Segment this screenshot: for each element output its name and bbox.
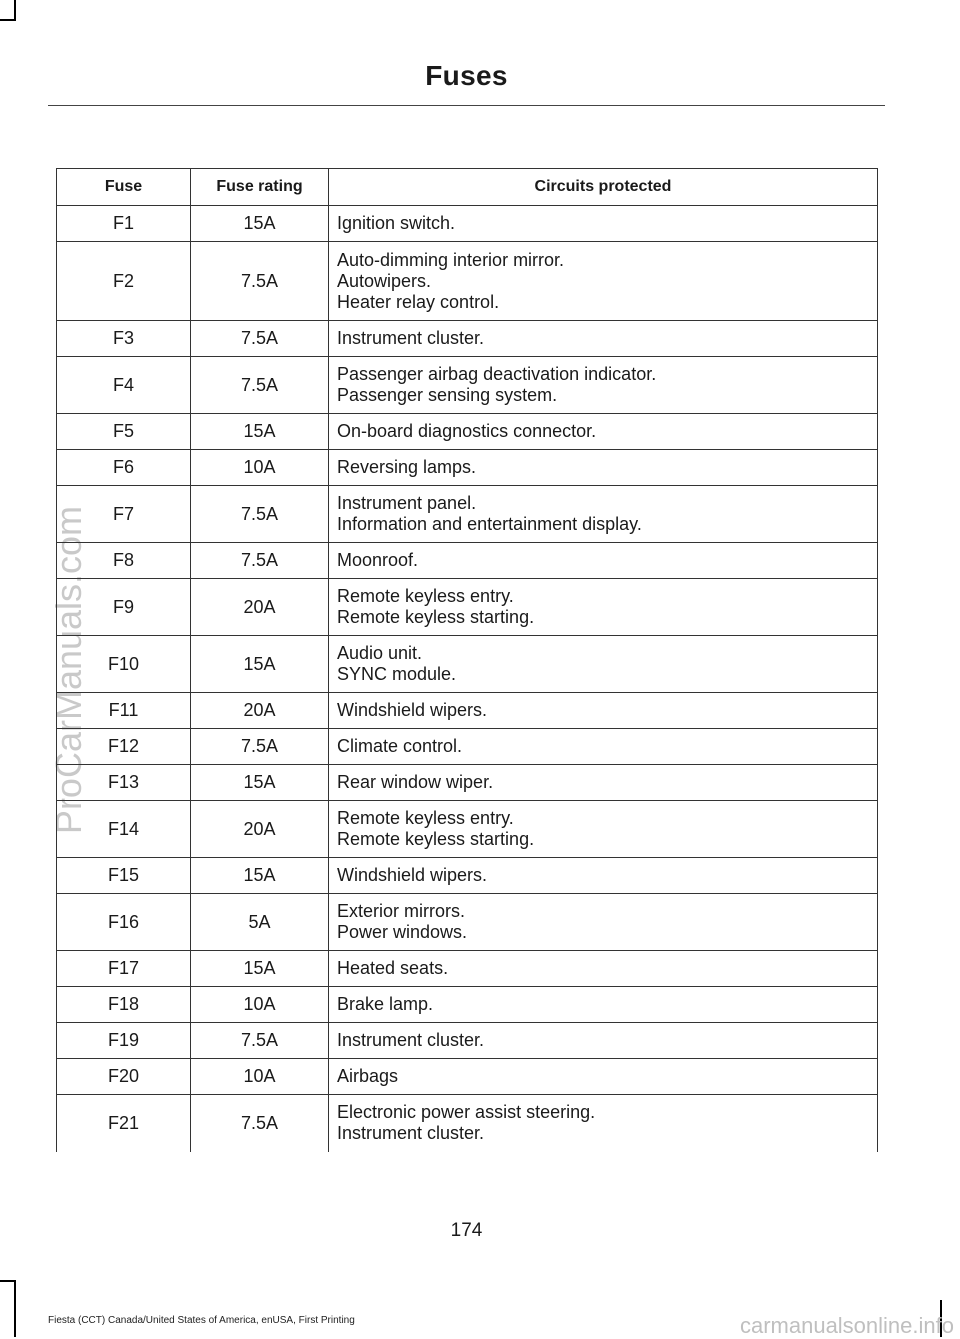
fuse-id-cell: F15: [57, 858, 191, 894]
circuits-cell: [329, 636, 878, 693]
watermark-bottom: carmanualsonline.info: [739, 1313, 954, 1338]
fuse-id-cell: F1: [57, 206, 191, 242]
table-row: [57, 357, 878, 414]
circuits-cell: [329, 951, 878, 987]
circuits-cell: [329, 321, 878, 357]
fuse-id-cell: F11: [57, 693, 191, 729]
circuit-line: Reversing lamps.: [337, 457, 477, 477]
fuse-rating-cell: 20A: [191, 579, 329, 636]
fuse-table-body: [57, 206, 878, 1152]
table-row: [57, 450, 878, 486]
circuits-cell: [329, 693, 878, 729]
circuits-cell: [329, 357, 878, 414]
table-row: [57, 636, 878, 693]
fuse-id-cell: F21: [57, 1095, 191, 1152]
table-row: [57, 729, 878, 765]
circuits-cell: [329, 450, 878, 486]
fuse-id-cell: F20: [57, 1059, 191, 1095]
fuse-rating-cell: 20A: [191, 801, 329, 858]
fuse-id-cell: F16: [57, 894, 191, 951]
circuit-line: Exterior mirrors.: [337, 901, 466, 921]
circuit-line: Ignition switch.: [337, 213, 456, 233]
circuit-line: Autowipers.: [337, 270, 432, 291]
circuits-cell: [329, 242, 878, 321]
circuit-line: Windshield wipers.: [337, 700, 488, 720]
table-row: [57, 1095, 878, 1152]
circuit-line: Information and entertainment display.: [337, 514, 642, 534]
table-row: [57, 1059, 878, 1095]
fuse-rating-cell: 10A: [191, 987, 329, 1023]
circuit-line: Climate control.: [337, 736, 463, 756]
table-row: [57, 414, 878, 450]
fuse-rating-cell: 15A: [191, 414, 329, 450]
circuits-cell: [329, 1059, 878, 1095]
table-row: [57, 486, 878, 543]
circuits-cell: [329, 579, 878, 636]
table-row: [57, 987, 878, 1023]
fuse-id-cell: F18: [57, 987, 191, 1023]
footer-text: Fiesta (CCT) Canada/United States of America, enUSA, First Printing: [48, 1315, 355, 1326]
fuse-rating-cell: 7.5A: [191, 543, 329, 579]
table-row: [57, 858, 878, 894]
fuse-rating-cell: 7.5A: [191, 242, 329, 321]
fuse-rating-cell: 7.5A: [191, 486, 329, 543]
fuse-rating-cell: 15A: [191, 858, 329, 894]
fuse-id-cell: F17: [57, 951, 191, 987]
table-row: [57, 693, 878, 729]
fuse-id-cell: F4: [57, 357, 191, 414]
circuit-line: Brake lamp.: [337, 994, 434, 1014]
circuits-cell: [329, 987, 878, 1023]
circuit-line: Passenger sensing system.: [337, 385, 558, 405]
fuse-id-cell: F12: [57, 729, 191, 765]
circuit-line: Remote keyless starting.: [337, 607, 535, 627]
circuit-line: Instrument cluster.: [337, 1123, 485, 1144]
fuse-id-cell: F5: [57, 414, 191, 450]
circuits-cell: [329, 1023, 878, 1059]
fuse-rating-cell: 10A: [191, 450, 329, 486]
circuits-cell: [329, 543, 878, 579]
fuse-id-cell: F13: [57, 765, 191, 801]
circuit-line: Instrument cluster.: [337, 328, 485, 348]
circuit-line: Remote keyless entry.: [337, 586, 514, 606]
table-row: [57, 1023, 878, 1059]
circuits-cell: [329, 729, 878, 765]
fuse-id-cell: F14: [57, 801, 191, 858]
fuse-id-cell: F2: [57, 242, 191, 321]
circuit-line: Instrument panel.: [337, 493, 477, 513]
watermark-left-text: ProCarManuals.com: [48, 505, 89, 835]
circuit-line: On-board diagnostics connector.: [337, 421, 597, 441]
header-fuse: Fuse: [57, 169, 191, 206]
table-row: [57, 579, 878, 636]
fuse-rating-cell: 15A: [191, 206, 329, 242]
circuit-line: Passenger airbag deactivation indicator.: [337, 364, 657, 384]
table-row: [57, 206, 878, 242]
fuse-rating-cell: 7.5A: [191, 729, 329, 765]
fuse-id-cell: F3: [57, 321, 191, 357]
circuit-line: Airbags: [337, 1066, 399, 1086]
table-row: [57, 321, 878, 357]
fuse-id-cell: F9: [57, 579, 191, 636]
table-row: [57, 765, 878, 801]
circuits-cell: [329, 206, 878, 242]
circuit-line: Power windows.: [337, 922, 468, 942]
table-row: [57, 543, 878, 579]
circuits-cell: [329, 486, 878, 543]
fuse-id-cell: F8: [57, 543, 191, 579]
table-row: [57, 242, 878, 321]
fuse-rating-cell: 5A: [191, 894, 329, 951]
fuse-id-cell: F7: [57, 486, 191, 543]
table-row: [57, 951, 878, 987]
fuse-rating-cell: 20A: [191, 693, 329, 729]
circuit-line: Remote keyless starting.: [337, 829, 535, 849]
circuits-cell: [329, 801, 878, 858]
circuit-line: Remote keyless entry.: [337, 808, 514, 828]
circuit-line: Windshield wipers.: [337, 865, 488, 885]
fuse-rating-cell: 7.5A: [191, 1095, 329, 1152]
fuse-id-cell: F6: [57, 450, 191, 486]
fuse-rating-cell: 7.5A: [191, 321, 329, 357]
circuits-cell: [329, 414, 878, 450]
circuits-cell: [329, 765, 878, 801]
header-circuits-protected: Circuits protected: [329, 169, 878, 206]
fuse-id-cell: F19: [57, 1023, 191, 1059]
circuit-line: Auto-dimming interior mirror.: [337, 249, 565, 270]
circuit-line: Electronic power assist steering.: [337, 1102, 596, 1123]
watermark-left: [0, 0, 89, 1337]
circuit-line: Heated seats.: [337, 958, 449, 978]
title-rule: [48, 105, 885, 106]
circuit-line: Heater relay control.: [337, 291, 500, 312]
fuse-rating-cell: 15A: [191, 765, 329, 801]
circuit-line: Moonroof.: [337, 550, 419, 570]
fuse-rating-cell: 7.5A: [191, 357, 329, 414]
page-title: Fuses: [425, 60, 508, 91]
table-row: [57, 801, 878, 858]
table-header-row: [57, 169, 878, 206]
circuit-line: SYNC module.: [337, 664, 457, 684]
fuse-rating-cell: 15A: [191, 636, 329, 693]
table-row: [57, 894, 878, 951]
circuit-line: Rear window wiper.: [337, 772, 494, 792]
fuse-table: [56, 168, 878, 1152]
fuse-id-cell: F10: [57, 636, 191, 693]
fuse-rating-cell: 10A: [191, 1059, 329, 1095]
fuse-rating-cell: 15A: [191, 951, 329, 987]
circuits-cell: [329, 1095, 878, 1152]
circuit-line: Instrument cluster.: [337, 1030, 485, 1050]
circuit-line: Audio unit.: [337, 643, 423, 663]
circuits-cell: [329, 858, 878, 894]
page-number: 174: [450, 1220, 483, 1241]
header-fuse-rating: Fuse rating: [191, 169, 329, 206]
circuits-cell: [329, 894, 878, 951]
fuse-rating-cell: 7.5A: [191, 1023, 329, 1059]
